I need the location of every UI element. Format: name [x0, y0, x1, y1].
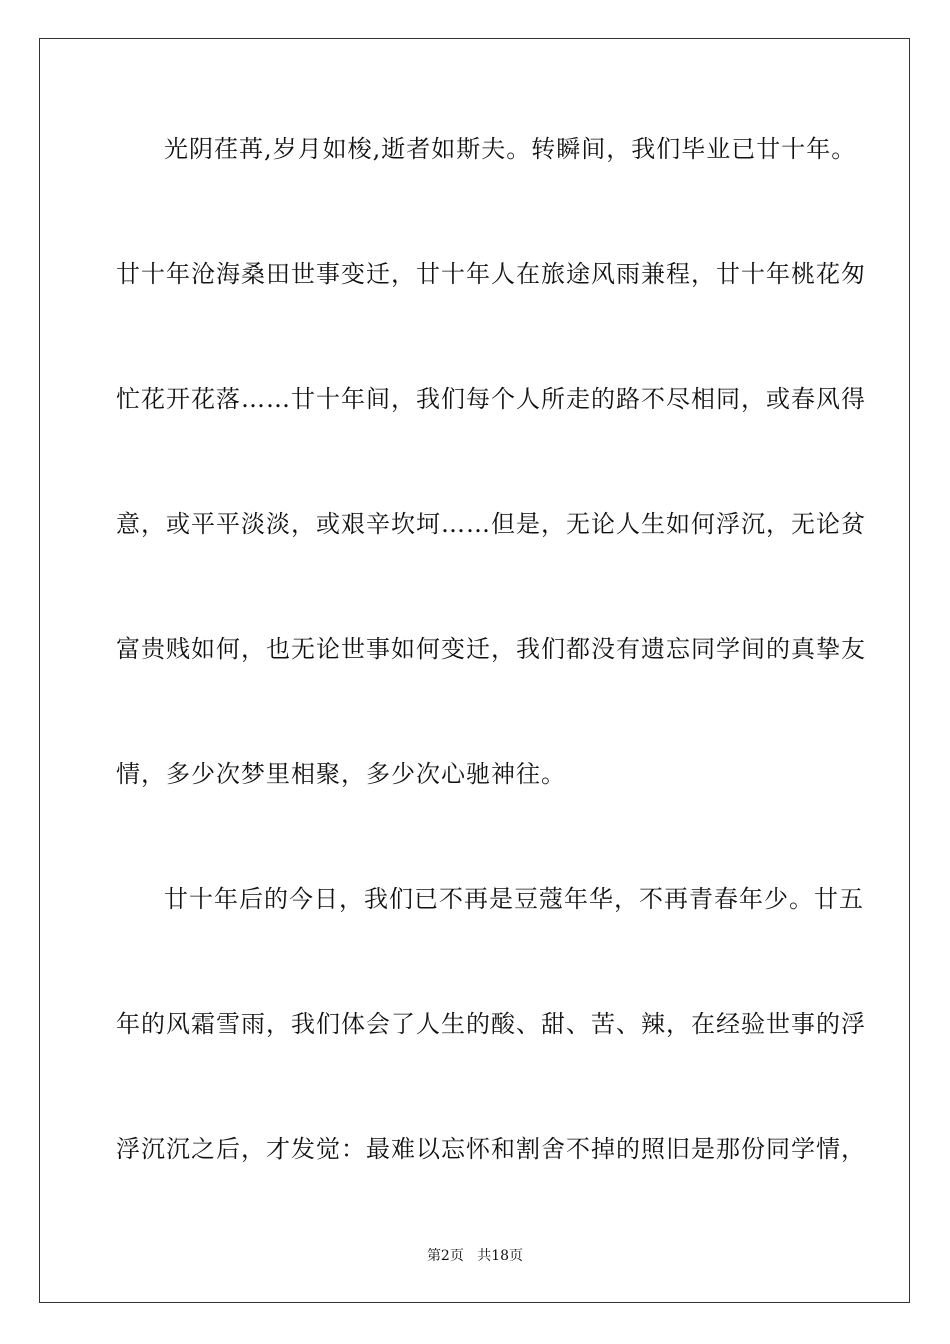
page-border: [39, 38, 910, 1303]
paragraph-line: 廿十年沧海桑田世事变迁，廿十年人在旅途风雨兼程，廿十年桃花匆: [116, 260, 866, 288]
paragraph-line: 光阴荏苒,岁月如梭,逝者如斯夫。转瞬间，我们毕业已廿十年。: [164, 135, 857, 163]
paragraph-line: 情，多少次梦里相聚，多少次心驰神往。: [116, 760, 566, 788]
page-total: 共18页: [477, 1248, 524, 1264]
paragraph-line: 富贵贱如何，也无论世事如何变迁，我们都没有遗忘同学间的真挚友: [116, 635, 866, 663]
paragraph-line: 廿十年后的今日，我们已不再是豆蔻年华，不再青春年少。廿五: [164, 885, 864, 913]
paragraph-line: 年的风霜雪雨，我们体会了人生的酸、甜、苦、辣，在经验世事的浮: [116, 1010, 866, 1038]
page-footer: [0, 1247, 950, 1265]
paragraph-line: 浮沉沉之后，才发觉：最难以忘怀和割舍不掉的照旧是那份同学情，: [116, 1135, 866, 1163]
paragraph-line: 意，或平平淡淡，或艰辛坎坷……但是，无论人生如何浮沉，无论贫: [116, 510, 866, 538]
page-number: 第2页: [426, 1248, 464, 1264]
paragraph-line: 忙花开花落……廿十年间，我们每个人所走的路不尽相同，或春风得: [116, 385, 866, 413]
